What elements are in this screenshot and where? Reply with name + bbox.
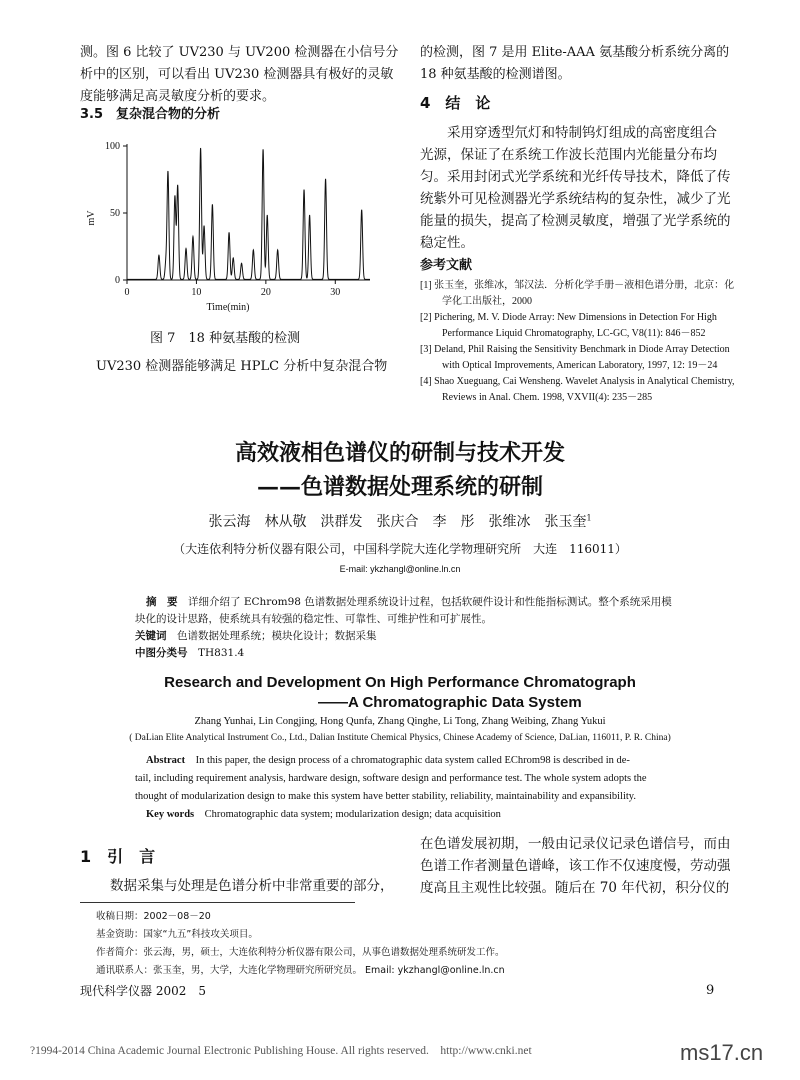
keywords-text: 色谱数据处理系统；模块化设计；数据采集 xyxy=(177,630,377,642)
footnote-line: 通讯联系人：张玉奎，男，大学，大连化学物理研究所研究员。 Email: ykzhangl@online.ln.cn xyxy=(96,965,505,976)
y-tick-label: 100 xyxy=(105,141,120,152)
reference-line: Performance Liquid Chromatography, LC-GC, V8(11): 846－852 xyxy=(442,328,706,339)
reference-line: [3] Deland, Phil Raising the Sensitivity Benchmark in Diode Array Detection xyxy=(420,344,730,355)
abstract-line: tail, including requirement analysis, hardware design, software design and performance test. The whole system adopts the xyxy=(135,773,647,784)
abstract-text: In this paper, the design process of a chromatographic data system called EChrom98 is described in de- xyxy=(195,755,630,766)
top-right-paragraph xyxy=(420,42,729,86)
author-superscript: 1 xyxy=(586,513,592,523)
paragraph-line: 匀。采用封闭式光学系统和光纤传导技术，降低了传 xyxy=(420,169,731,185)
article-authors xyxy=(0,511,800,531)
paragraph-line: 在色谱发展初期，一般由记录仪记录色谱信号，而由 xyxy=(420,836,731,852)
footnote-line: 收稿日期：2002－08－20 xyxy=(96,911,211,922)
keywords-label: 关键词 xyxy=(135,630,167,642)
paragraph-line: 数据采集与处理是色谱分析中非常重要的部分， xyxy=(110,878,394,894)
reference-line: [2] Pichering, M. V. Diode Array: New Dimensions in Detection For High xyxy=(420,312,717,323)
keywords-text: Chromatographic data system; modularization design; data acquisition xyxy=(204,809,501,820)
section-heading-3-5: 3.5 复杂混合物的分析 xyxy=(80,107,221,122)
chinese-abstract xyxy=(135,594,672,662)
article-title: 高效液相色谱仪的研制与技术开发 xyxy=(234,440,565,466)
chromatogram-figure xyxy=(80,132,380,322)
paragraph-line: 光源，保证了在系统工作波长范围内光能量分布均 xyxy=(420,147,717,163)
x-tick-label: 0 xyxy=(124,287,130,298)
y-axis-label: mV xyxy=(86,210,97,226)
section-heading-4: 4 结 论 xyxy=(420,94,491,112)
watermark: ms17.cn xyxy=(680,1040,764,1065)
x-axis-label: Time(min) xyxy=(206,302,250,313)
references-list xyxy=(420,278,735,406)
footnotes xyxy=(96,908,505,980)
paragraph-line: 测。图 6 比较了 UV230 与 UV200 检测器在小信号分 xyxy=(80,45,399,60)
abstract-line xyxy=(135,752,647,770)
reference-line: with Optical Improvements, American Laboratory, 1997, 12: 19－24 xyxy=(442,360,718,371)
english-authors: Zhang Yunhai, Lin Congjing, Hong Qunfa, Zhang Qinghe, Li Tong, Zhang Weibing, Zhang Yukui xyxy=(194,716,606,727)
reference-line: [1] 张玉奎，张维冰，邹汉法．分析化学手册－液相色谱分册，北京：化 xyxy=(420,280,735,291)
journal-footer: 现代科学仪器 2002 5 xyxy=(80,984,206,998)
conclusion-paragraph xyxy=(420,122,731,254)
paragraph-line: 18 种氨基酸的检测谱图。 xyxy=(420,67,571,82)
article-email: E-mail: ykzhangl@online.ln.cn xyxy=(339,564,461,574)
english-subtitle: ——A Chromatographic Data System xyxy=(318,694,582,711)
paragraph-line: 统紫外可见检测器光学系统结构的复杂性，减少了光 xyxy=(420,191,731,207)
author-names: 张云海 林从敬 洪群发 张庆合 李 彤 张维冰 张玉奎 xyxy=(208,514,587,530)
paragraph-line: 度能够满足高灵敏度分析的要求。 xyxy=(80,89,276,104)
paragraph-line: 采用穿透型氘灯和特制钨灯组成的高密度组合 xyxy=(447,125,717,141)
references-heading: 参考文献 xyxy=(420,258,473,273)
x-tick-label: 30 xyxy=(330,287,341,298)
footnote-line: 作者简介：张云海，男，硕士，大连依利特分析仪器有限公司，从事色谱数据处理系统研发工作。 xyxy=(96,947,505,958)
abstract-line: 块化的设计思路，使系统具有较强的稳定性、可靠性、可维护性和可扩展性。 xyxy=(135,613,492,625)
classification-label: 中图分类号 xyxy=(135,647,188,659)
y-tick-label: 50 xyxy=(110,208,120,219)
english-title: Research and Development On High Performance Chromatograph xyxy=(164,674,636,691)
english-abstract-label: Abstract xyxy=(146,755,186,766)
article-subtitle: ——色谱数据处理系统的研制 xyxy=(256,474,543,500)
english-keywords-label: Key words xyxy=(146,809,195,820)
reference-line: [4] Shao Xueguang, Cai Wensheng. Wavelet Analysis in Analytical Chemistry, xyxy=(420,376,735,387)
footnote-divider xyxy=(80,902,355,903)
copyright-line: ?1994-2014 China Academic Journal Electronic Publishing House. All rights reserved. http://www.cnki.net xyxy=(30,1045,532,1057)
paragraph-line: 稳定性。 xyxy=(420,235,474,251)
figure-caption: 图 7 18 种氨基酸的检测 xyxy=(150,331,301,346)
paragraph-line: 色谱工作者测量色谱峰，该工作不仅速度慢，劳动强 xyxy=(420,858,731,874)
top-left-paragraph xyxy=(80,42,400,108)
abstract-text: 详细介绍了 EChrom98 色谱数据处理系统设计过程，包括软硬件设计和性能指标测试。整个系统采用模 xyxy=(188,596,672,608)
x-tick-label: 10 xyxy=(191,287,202,298)
article-affiliation: （大连依利特分析仪器有限公司，中国科学院大连化学物理研究所 大连 116011） xyxy=(173,542,627,556)
abstract-line xyxy=(135,594,672,611)
y-tick-label: 0 xyxy=(115,275,120,286)
keywords-line xyxy=(135,806,647,824)
paragraph-line: 能量的损失，提高了检测灵敏度，增强了光学系统的 xyxy=(420,213,731,229)
page-number: 9 xyxy=(706,983,715,998)
english-affiliation: ( DaLian Elite Analytical Instrument Co., Ltd., Dalian Institute Chemical Physics, Chinese Academy of Science, DaLian, 116011, P. R. China) xyxy=(129,733,671,743)
reference-line: Reviews in Anal. Chem. 1998, VXVII(4): 235－285 xyxy=(442,392,653,403)
english-abstract xyxy=(135,752,647,824)
abstract-line: thought of modularization design to make this system have better stability, reliability, maintainability and expansibility. xyxy=(135,791,636,802)
footnote-line: 基金资助：国家“九五”科技攻关项目。 xyxy=(96,929,258,940)
section-heading-1: 1 引 言 xyxy=(80,847,156,866)
intro-right-paragraph xyxy=(420,833,731,899)
reference-line: 学化工出版社，2000 xyxy=(442,296,532,307)
paragraph-line: 析中的区别，可以看出 UV230 检测器具有极好的灵敏 xyxy=(80,67,394,82)
abstract-label: 摘 要 xyxy=(146,596,178,608)
classification-line xyxy=(135,645,672,662)
y-ticks xyxy=(105,141,127,286)
paragraph-line: 度高且主观性比较强。随后在 70 年代初，积分仪的 xyxy=(420,880,730,896)
x-ticks xyxy=(125,280,341,298)
paragraph-line: UV230 检测器能够满足 HPLC 分析中复杂混合物 xyxy=(96,359,388,374)
paragraph-line: 的检测，图 7 是用 Elite-AAA 氨基酸分析系统分离的 xyxy=(420,45,730,60)
x-tick-label: 20 xyxy=(260,287,271,298)
chromatogram-trace xyxy=(127,148,370,279)
keywords-line xyxy=(135,628,672,645)
classification-value: TH831.4 xyxy=(198,647,245,659)
